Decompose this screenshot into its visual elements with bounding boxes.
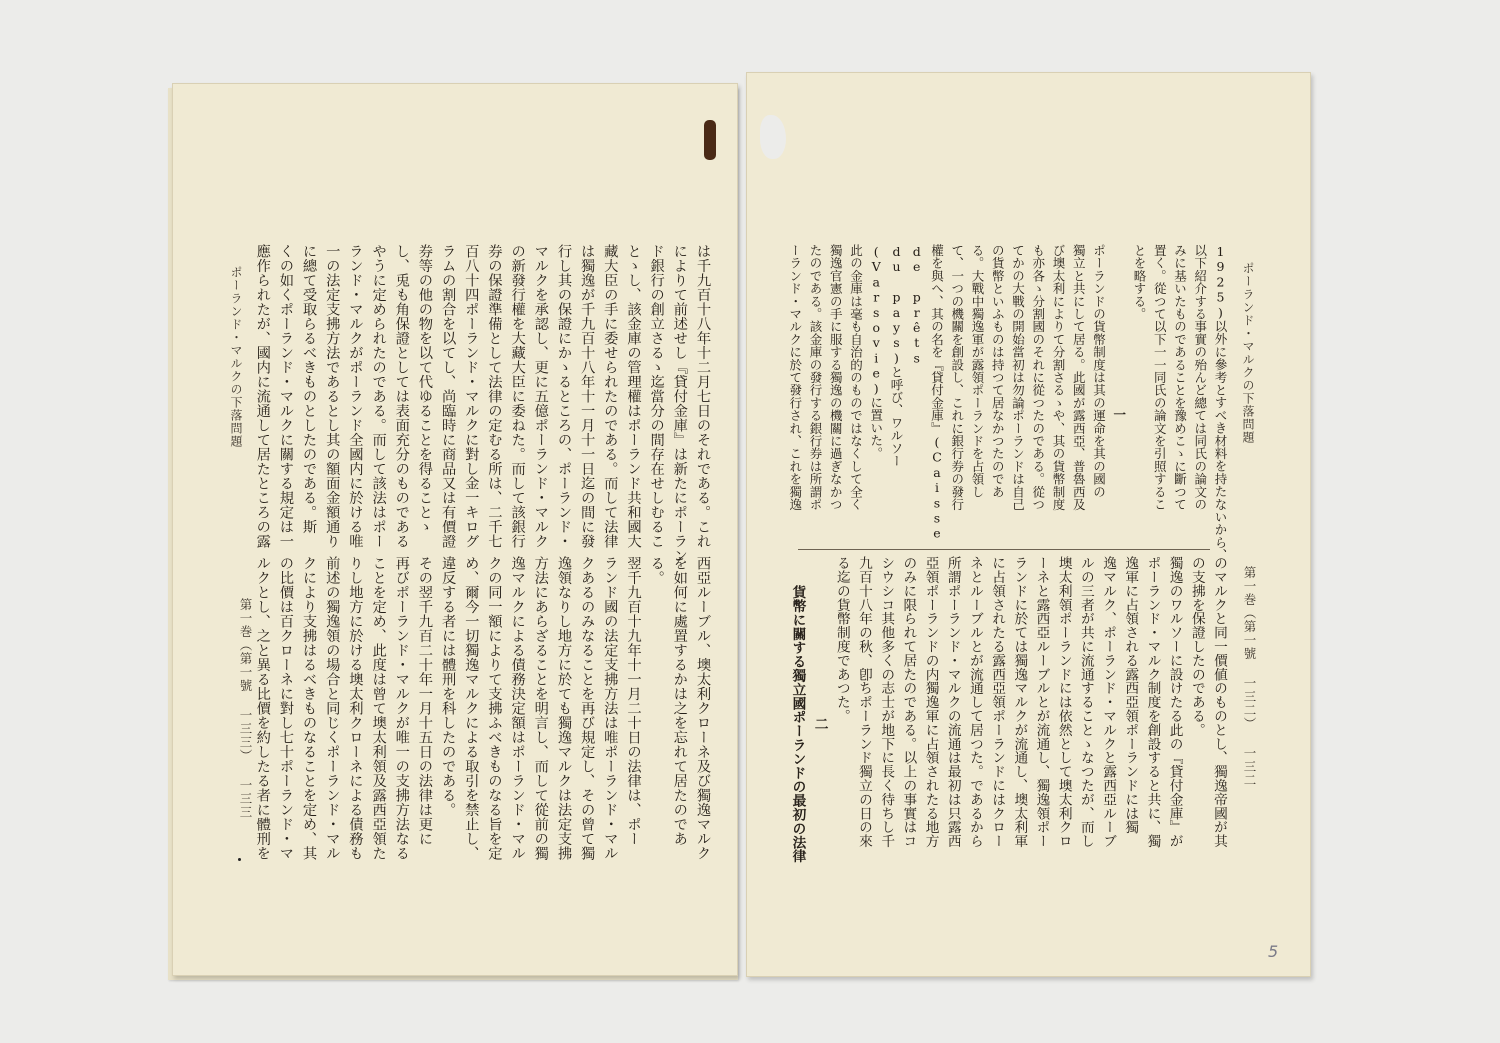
right-running-head: ポーランド・マルクの下落問題 xyxy=(1241,262,1255,444)
right-folio: 第一巻（第一號 一三二） 一三二 xyxy=(1242,566,1257,787)
left-upper-text: は千九百十八年十二月七日のそれである。これ によりて前述せし『貸付金庫』は新たにポーラン ド銀行の創立さるゝ迄當分の間存在せしむるこ とゝし、該金庫の管理權はポーランド共和國大 藏大臣の手に委せられたのである。而して法律 は獨逸が千九百十八年十一月十一日迄の間に發 行し其の保證にかゝるところの、ポーランド・ マルクを承認し、更に五億ポーランド・マルク の新發行權を大藏大臣に委ねた。而して該銀行 券の保證準備として法律の定むる所は、二千七 百八十四ポーランド・マルクに對し金一キログ ラムの割合を以てし、尚臨時に商品又は有價證 券等の他の物を以て代ゆることを得ることゝ し、兎も角保證としては表面充分のものである やうに定められたのである。而して該法はポー ランド・マルクがポーランド全國内に於ける唯 一の法定支拂方法であるとし其の額面金額通り に總て受取らるべきものとしたのである。斯 くの如くポーランド・マルクに關する規定は一 應作られたが、國内に流通して居たところの露 xyxy=(254,244,711,563)
section-two-heading: 二 xyxy=(811,717,828,731)
left-folio: 第一巻（第一號 一三三） 一三三 xyxy=(238,598,253,819)
right-lower-text: のマルクと同一價値のものとし、獨逸帝國が其 の支拂を保證したのである。 獨逸のワルソーに設けたる此の『貸付金庫』が ポーランド・マルク制度を創設すると共に、獨 逸軍に占領される露西亞領ポーランドには獨 逸マルク、ポーランド・マルクと露西亞ルーブ ルの三者が共に流通することゝなつたが、而し 墺太利領ポーランドには依然として墺太利クロ ーネと露西亞ルーブルとが流通し、獨逸領ポー ランドに於ては獨逸マルクが流通し、墺太利軍 に占領されたる露西亞領ポーランドにはクロー ネとルーブルとが流通して居つた。であるから 所謂ポーランド・マルクの流通は最初は只露西 亞領ポーランドの内獨逸軍に占領されたる地方 のみに限られて居たのである。以上の事實はコ シウシコ其他多くの志士が地下に長く待ちし千 九百十八年の秋、卽ちポーランド獨立の日の來 る迄の貨幣制度であつた。 二 貨幣に關する獨立國ポーランドの最初の法律 xyxy=(778,556,1230,892)
right-column-rule xyxy=(798,549,1210,550)
left-lower-text: 西亞ルーブル、墺太利クローネ及び獨逸マルク を如何に處置するかは之を忘れて居たのであ る。 翌千九百十九年十一月二十日の法律は、ポー ランド國の法定支拂方法は唯ポーランド・マル クあるのみなることを再び規定し、その曾て獨 逸領なりし地方に於ても獨逸マルクは法定支拂 方法にあらざることを明言し、而して從前の獨 逸マルクによる債務決定額はポーランド・マル クの同一額によりて支拂ふべきものなる旨を定 め、爾今一切獨逸マルクによる取引を禁止し、 違反する者には體刑を科したのである。 その翌千九百二十年一月十五日の法律は更に 再びポーランド・マルクが唯一の支拂方法なる ことを定め、此度は曾て墺太利領及露西亞領た りし地方に於ける墺太利クローネによる債務も 前述の獨逸領の場合と同じくポーランド・マル クにより支拂はるべきものなることを定め、其 の比價は百クローネに對し七十ポーランド・マ ルクとし、之と異る比價を約したる者に體刑を xyxy=(254,556,711,861)
ink-dot xyxy=(238,858,241,861)
pencil-page-number: 5 xyxy=(1268,942,1279,961)
binding-hole xyxy=(704,120,716,160)
section-two-title: 貨幣に關する獨立國ポーランドの最初の法律 xyxy=(789,585,806,863)
left-running-head: ポーランド・マルクの下落問題 xyxy=(229,266,243,448)
torn-edge xyxy=(760,115,786,159)
right-upper-text: 1925)以外に參考とすべき材料を持たないから、 以下紹介する事實の殆んど總ては同氏の論文の みに基いたものであることを豫めこゝに斷つて 置く。從つて以下一一同氏の論文を引照するこ とを略する。 一 ポーランドの貨幣制度は其の運命を其の國の 獨立と共にして居る。此國が露西亞、普魯西及 び墺太利によりて分割さるゝや、其の貨幣制度 も亦各ゝ分割國のそれに從つたのである。從つ てかの大戰の開始當初は勿論ポーランドは自己 の貨幣といふものは持つて居なかつたのであ る。大戰中獨逸軍が露領ポーランドを占領し て、一つの機關を創設し、これに銀行券の發行 權を與へ、其の名を『貸付金庫』(Caisse de prêts du pays)と呼び、ワルソー(Varsovie)に置いた。 此の金庫は毫も自治的のものではなくして全く 獨逸官憲の手に服する獨逸の機關に過ぎなかつ たのである。該金庫の發行する銀行券は所謂ポ ーランド・マルクに於て發行され、これを獨逸 xyxy=(778,244,1230,584)
section-one-heading: 一 xyxy=(1111,407,1127,421)
